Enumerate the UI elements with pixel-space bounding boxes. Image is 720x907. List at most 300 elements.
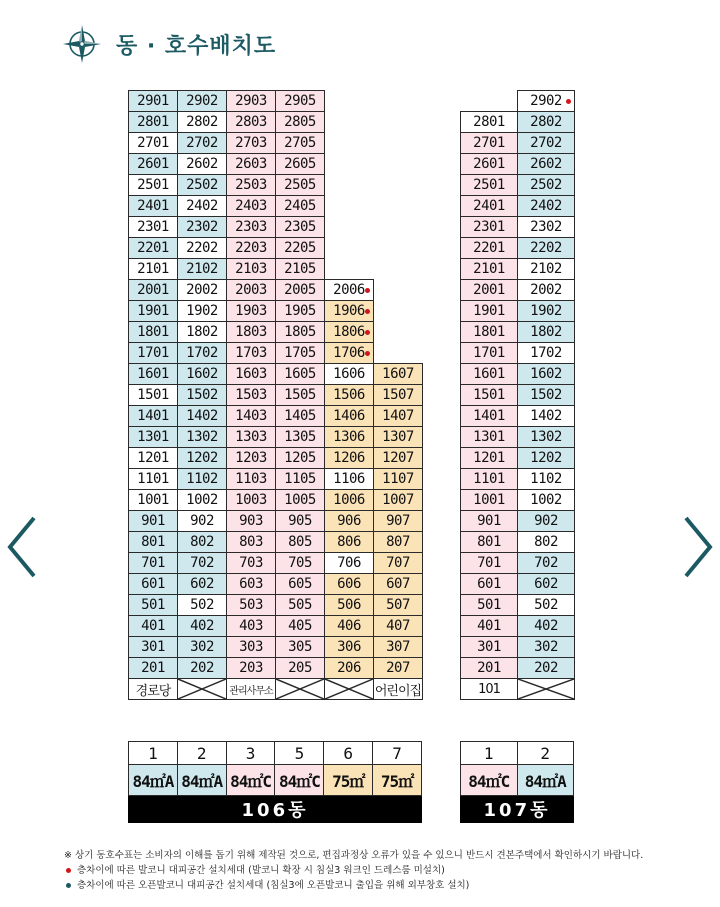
unit-cell: 2902 [518, 91, 575, 112]
unit-cell: 1607 [374, 364, 423, 385]
unit-cell: 2202 [518, 238, 575, 259]
floor-row [461, 553, 575, 574]
unit-cell: 2503 [227, 175, 276, 196]
unit-cell: 607 [374, 574, 423, 595]
unit-cell: 1402 [518, 406, 575, 427]
unit-cell: 1706 [325, 343, 374, 364]
unit-cell: 1002 [178, 490, 227, 511]
unit-cell: 2802 [518, 112, 575, 133]
unit-cell: 2401 [129, 196, 178, 217]
unit-cell: 807 [374, 532, 423, 553]
unit-cell: 2603 [227, 154, 276, 175]
unit-cell: 1102 [518, 469, 575, 490]
unit-cell: 1306 [325, 427, 374, 448]
unit-cell: 802 [518, 532, 575, 553]
floor-row [461, 574, 575, 595]
unit-cell: 1203 [227, 448, 276, 469]
floor-row [129, 196, 423, 217]
unit-type-label: 84㎡A [177, 765, 226, 796]
unit-cell: 1702 [178, 343, 227, 364]
empty-cell [374, 238, 423, 259]
floor-row [129, 154, 423, 175]
unit-cell: 1001 [129, 490, 178, 511]
empty-cell [374, 112, 423, 133]
unit-cell: 1803 [227, 322, 276, 343]
unit-cell: 2505 [276, 175, 325, 196]
unit-cell: 1906 [325, 301, 374, 322]
empty-cell [374, 154, 423, 175]
unit-cell: 2501 [461, 175, 518, 196]
unit-cell: 501 [461, 595, 518, 616]
unit-cell: 1701 [461, 343, 518, 364]
prev-arrow-button[interactable] [0, 512, 44, 582]
empty-cell [374, 259, 423, 280]
line-number: 2 [177, 742, 226, 765]
unit-cell: 601 [129, 574, 178, 595]
unit-cell: 706 [325, 553, 374, 574]
unit-cell: 705 [276, 553, 325, 574]
unit-cell: 1307 [374, 427, 423, 448]
unit-cell: 1302 [178, 427, 227, 448]
ground-facility-cell: 어린이집 [374, 679, 423, 700]
unit-cell: 1305 [276, 427, 325, 448]
empty-cell [325, 259, 374, 280]
footnote-balcony-shelter: 층차이에 따른 발코니 대피공간 설치세대 (발코니 확장 시 침실3 워크인 드레스룸 미설치) [64, 863, 643, 878]
floor-row [129, 532, 423, 553]
unit-cell: 801 [129, 532, 178, 553]
floor-row [461, 616, 575, 637]
line-number: 7 [373, 742, 422, 765]
unit-cell: 2702 [178, 133, 227, 154]
unit-cell: 901 [129, 511, 178, 532]
unit-cell: 1301 [461, 427, 518, 448]
unit-cell: 2502 [518, 175, 575, 196]
floor-row [129, 448, 423, 469]
empty-cell [325, 175, 374, 196]
unit-cell: 507 [374, 595, 423, 616]
unit-type-label: 84㎡C [461, 765, 518, 796]
unit-cell: 403 [227, 616, 276, 637]
unit-cell: 1903 [227, 301, 276, 322]
unit-cell: 2002 [178, 280, 227, 301]
unit-cell: 502 [518, 595, 575, 616]
unit-cell: 1207 [374, 448, 423, 469]
unit-cell: 2202 [178, 238, 227, 259]
unit-cell: 1102 [178, 469, 227, 490]
next-arrow-button[interactable] [676, 512, 720, 582]
unit-cell: 2102 [518, 259, 575, 280]
floor-row [129, 175, 423, 196]
unit-cell: 301 [461, 637, 518, 658]
floor-row [129, 595, 423, 616]
unit-cell: 407 [374, 616, 423, 637]
unit-type-label: 84㎡C [226, 765, 275, 796]
line-number: 1 [129, 742, 178, 765]
unit-cell: 2405 [276, 196, 325, 217]
unit-cell: 2302 [178, 217, 227, 238]
unit-cell: 401 [461, 616, 518, 637]
unit-cell: 605 [276, 574, 325, 595]
floor-row [461, 637, 575, 658]
unit-cell: 2002 [518, 280, 575, 301]
empty-cell [374, 175, 423, 196]
unit-cell: 906 [325, 511, 374, 532]
unit-cell: 1606 [325, 364, 374, 385]
unit-type-label: 84㎡A [517, 765, 574, 796]
unit-cell: 1201 [461, 448, 518, 469]
unit-cell: 305 [276, 637, 325, 658]
unit-cell: 602 [518, 574, 575, 595]
unit-cell: 1101 [461, 469, 518, 490]
unit-cell: 1603 [227, 364, 276, 385]
unit-cell: 2001 [461, 280, 518, 301]
footnotes [64, 848, 643, 893]
unit-cell: 1805 [276, 322, 325, 343]
unit-cell: 2102 [178, 259, 227, 280]
unit-cell: 203 [227, 658, 276, 679]
unit-cell: 2803 [227, 112, 276, 133]
unit-cell: 2006 [325, 280, 374, 301]
ground-floor-row [129, 679, 423, 700]
unit-cell: 1605 [276, 364, 325, 385]
no-unit-cell [276, 679, 325, 700]
line-number: 1 [461, 742, 518, 765]
floor-row [129, 406, 423, 427]
floor-row [129, 553, 423, 574]
unit-type-label: 84㎡A [129, 765, 178, 796]
floor-row [461, 175, 575, 196]
unit-cell: 1405 [276, 406, 325, 427]
unit-cell: 2401 [461, 196, 518, 217]
empty-cell [461, 91, 518, 112]
floor-row [129, 91, 423, 112]
unit-cell: 1702 [518, 343, 575, 364]
empty-cell [325, 112, 374, 133]
compass-icon [62, 24, 102, 64]
unit-cell: 2003 [227, 280, 276, 301]
line-number: 3 [226, 742, 275, 765]
unit-cell: 2702 [518, 133, 575, 154]
floor-row [461, 238, 575, 259]
unit-cell: 2402 [518, 196, 575, 217]
floor-row [461, 595, 575, 616]
floor-row [129, 238, 423, 259]
floor-row [129, 133, 423, 154]
floor-row [129, 322, 423, 343]
empty-cell [374, 343, 423, 364]
unit-cell: 1107 [374, 469, 423, 490]
unit-cell: 1602 [178, 364, 227, 385]
unit-cell: 2602 [178, 154, 227, 175]
unit-cell: 503 [227, 595, 276, 616]
unit-cell: 303 [227, 637, 276, 658]
unit-cell: 1501 [129, 385, 178, 406]
empty-cell [325, 238, 374, 259]
unit-cell: 1503 [227, 385, 276, 406]
empty-cell [325, 154, 374, 175]
unit-cell: 802 [178, 532, 227, 553]
no-unit-cell [178, 679, 227, 700]
footnote-disclaimer: ※ 상기 동호수표는 소비자의 이해를 돕기 위해 제작된 것으로, 편집과정상 오류가 있을 수 있으니 반드시 견본주택에서 확인하시기 바랍니다. [64, 850, 644, 861]
unit-cell: 901 [461, 511, 518, 532]
floor-row [461, 658, 575, 679]
unit-cell: 2402 [178, 196, 227, 217]
unit-cell: 2801 [129, 112, 178, 133]
page-header [62, 24, 276, 64]
line-number: 5 [275, 742, 324, 765]
unit-cell: 1705 [276, 343, 325, 364]
unit-cell: 2101 [461, 259, 518, 280]
unit-cell: 2203 [227, 238, 276, 259]
unit-cell: 201 [461, 658, 518, 679]
unit-cell: 1105 [276, 469, 325, 490]
unit-cell: 1602 [518, 364, 575, 385]
unit-cell: 1003 [227, 490, 276, 511]
unit-cell: 202 [518, 658, 575, 679]
unit-type-label: 75㎡ [324, 765, 373, 796]
unit-cell: 2501 [129, 175, 178, 196]
unit-cell: 1806 [325, 322, 374, 343]
floor-row [129, 364, 423, 385]
unit-cell: 1501 [461, 385, 518, 406]
unit-cell: 601 [461, 574, 518, 595]
building-106-name: 106동 [129, 796, 422, 823]
floor-row [461, 364, 575, 385]
ground-facility-cell: 101 [461, 679, 518, 700]
no-unit-cell [518, 679, 575, 700]
unit-cell: 2705 [276, 133, 325, 154]
floor-row [461, 532, 575, 553]
floor-row [461, 511, 575, 532]
unit-cell: 2602 [518, 154, 575, 175]
unit-cell: 207 [374, 658, 423, 679]
unit-cell: 2801 [461, 112, 518, 133]
unit-cell: 2605 [276, 154, 325, 175]
unit-cell: 701 [461, 553, 518, 574]
unit-cell: 2403 [227, 196, 276, 217]
floor-row [129, 637, 423, 658]
unit-cell: 2902 [178, 91, 227, 112]
floor-row [129, 280, 423, 301]
unit-cell: 603 [227, 574, 276, 595]
unit-cell: 2901 [129, 91, 178, 112]
floor-row [461, 259, 575, 280]
unit-cell: 1103 [227, 469, 276, 490]
unit-cell: 1403 [227, 406, 276, 427]
unit-cell: 1902 [178, 301, 227, 322]
empty-cell [325, 196, 374, 217]
unit-cell: 1506 [325, 385, 374, 406]
unit-cell: 1902 [518, 301, 575, 322]
unit-cell: 2701 [129, 133, 178, 154]
unit-cell: 1201 [129, 448, 178, 469]
unit-cell: 1006 [325, 490, 374, 511]
unit-cell: 1401 [129, 406, 178, 427]
floor-row [129, 616, 423, 637]
floor-row [461, 91, 575, 112]
unit-cell: 2305 [276, 217, 325, 238]
unit-cell: 806 [325, 532, 374, 553]
unit-cell: 701 [129, 553, 178, 574]
floor-row [461, 112, 575, 133]
floor-row [129, 259, 423, 280]
unit-cell: 903 [227, 511, 276, 532]
building-107-legend [460, 741, 574, 823]
unit-cell: 2303 [227, 217, 276, 238]
unit-cell: 902 [518, 511, 575, 532]
unit-cell: 1303 [227, 427, 276, 448]
floor-row [129, 490, 423, 511]
unit-cell: 1007 [374, 490, 423, 511]
unit-cell: 1402 [178, 406, 227, 427]
unit-cell: 702 [178, 553, 227, 574]
unit-cell: 1801 [461, 322, 518, 343]
unit-cell: 2101 [129, 259, 178, 280]
ground-facility-cell: 관리사무소 [227, 679, 276, 700]
empty-cell [325, 217, 374, 238]
building-107-unit-grid [460, 90, 575, 700]
unit-cell: 506 [325, 595, 374, 616]
unit-cell: 905 [276, 511, 325, 532]
empty-cell [374, 280, 423, 301]
floor-row [461, 154, 575, 175]
building-107-name: 107동 [461, 796, 574, 823]
unit-cell: 2103 [227, 259, 276, 280]
unit-cell: 1106 [325, 469, 374, 490]
unit-cell: 1406 [325, 406, 374, 427]
unit-cell: 2903 [227, 91, 276, 112]
floor-row [129, 301, 423, 322]
unit-cell: 2005 [276, 280, 325, 301]
line-number: 6 [324, 742, 373, 765]
unit-cell: 1205 [276, 448, 325, 469]
unit-cell: 1505 [276, 385, 325, 406]
building-106-unit-grid [128, 90, 423, 700]
footnote-open-balcony-shelter: 층차이에 따른 오픈발코니 대피공간 설치세대 (침실3에 오픈발코니 출입을 위해 외부창호 설치) [64, 878, 643, 893]
floor-row [461, 280, 575, 301]
floor-row [129, 511, 423, 532]
unit-cell: 301 [129, 637, 178, 658]
floor-row [129, 469, 423, 490]
unit-cell: 803 [227, 532, 276, 553]
floor-row [461, 448, 575, 469]
unit-cell: 606 [325, 574, 374, 595]
unit-cell: 1701 [129, 343, 178, 364]
unit-cell: 1202 [518, 448, 575, 469]
empty-cell [374, 301, 423, 322]
unit-cell: 2105 [276, 259, 325, 280]
floor-row [461, 427, 575, 448]
unit-cell: 1507 [374, 385, 423, 406]
unit-cell: 2502 [178, 175, 227, 196]
building-106-legend [128, 741, 422, 823]
unit-cell: 2601 [129, 154, 178, 175]
unit-cell: 201 [129, 658, 178, 679]
unit-cell: 205 [276, 658, 325, 679]
unit-cell: 2302 [518, 217, 575, 238]
unit-cell: 1901 [461, 301, 518, 322]
floor-row [461, 490, 575, 511]
unit-cell: 505 [276, 595, 325, 616]
unit-cell: 2805 [276, 112, 325, 133]
empty-cell [374, 196, 423, 217]
unit-cell: 1901 [129, 301, 178, 322]
empty-cell [325, 91, 374, 112]
unit-cell: 707 [374, 553, 423, 574]
unit-cell: 302 [178, 637, 227, 658]
unit-cell: 206 [325, 658, 374, 679]
unit-cell: 805 [276, 532, 325, 553]
unit-cell: 2905 [276, 91, 325, 112]
empty-cell [374, 91, 423, 112]
floor-row [461, 301, 575, 322]
floor-row [129, 385, 423, 406]
unit-cell: 703 [227, 553, 276, 574]
unit-cell: 2201 [129, 238, 178, 259]
floor-row [129, 112, 423, 133]
unit-cell: 402 [518, 616, 575, 637]
unit-cell: 907 [374, 511, 423, 532]
red-dot-icon [66, 868, 71, 873]
unit-cell: 1801 [129, 322, 178, 343]
floor-row [129, 658, 423, 679]
empty-cell [374, 133, 423, 154]
unit-cell: 801 [461, 532, 518, 553]
unit-cell: 1202 [178, 448, 227, 469]
unit-cell: 2201 [461, 238, 518, 259]
unit-cell: 1401 [461, 406, 518, 427]
unit-cell: 2301 [129, 217, 178, 238]
floor-row [461, 343, 575, 364]
unit-cell: 1601 [129, 364, 178, 385]
floor-row [129, 574, 423, 595]
empty-cell [325, 133, 374, 154]
floor-row [461, 469, 575, 490]
floor-row [129, 343, 423, 364]
empty-cell [374, 322, 423, 343]
floor-row [461, 196, 575, 217]
unit-cell: 1206 [325, 448, 374, 469]
unit-cell: 702 [518, 553, 575, 574]
unit-cell: 602 [178, 574, 227, 595]
unit-cell: 1302 [518, 427, 575, 448]
chevron-left-icon [0, 512, 44, 582]
floor-row [129, 217, 423, 238]
floor-row [461, 217, 575, 238]
unit-cell: 1703 [227, 343, 276, 364]
floor-row [129, 427, 423, 448]
unit-cell: 2205 [276, 238, 325, 259]
floor-row [461, 385, 575, 406]
unit-cell: 306 [325, 637, 374, 658]
unit-cell: 401 [129, 616, 178, 637]
unit-cell: 1802 [178, 322, 227, 343]
ground-facility-cell: 경로당 [129, 679, 178, 700]
chevron-right-icon [676, 512, 720, 582]
unit-cell: 202 [178, 658, 227, 679]
unit-cell: 2802 [178, 112, 227, 133]
unit-cell: 402 [178, 616, 227, 637]
unit-cell: 1802 [518, 322, 575, 343]
no-unit-cell [325, 679, 374, 700]
unit-type-label: 84㎡C [275, 765, 324, 796]
unit-cell: 302 [518, 637, 575, 658]
unit-cell: 1502 [178, 385, 227, 406]
unit-cell: 1101 [129, 469, 178, 490]
page-title: 동 · 호수배치도 [116, 33, 277, 59]
unit-cell: 1502 [518, 385, 575, 406]
unit-cell: 2701 [461, 133, 518, 154]
